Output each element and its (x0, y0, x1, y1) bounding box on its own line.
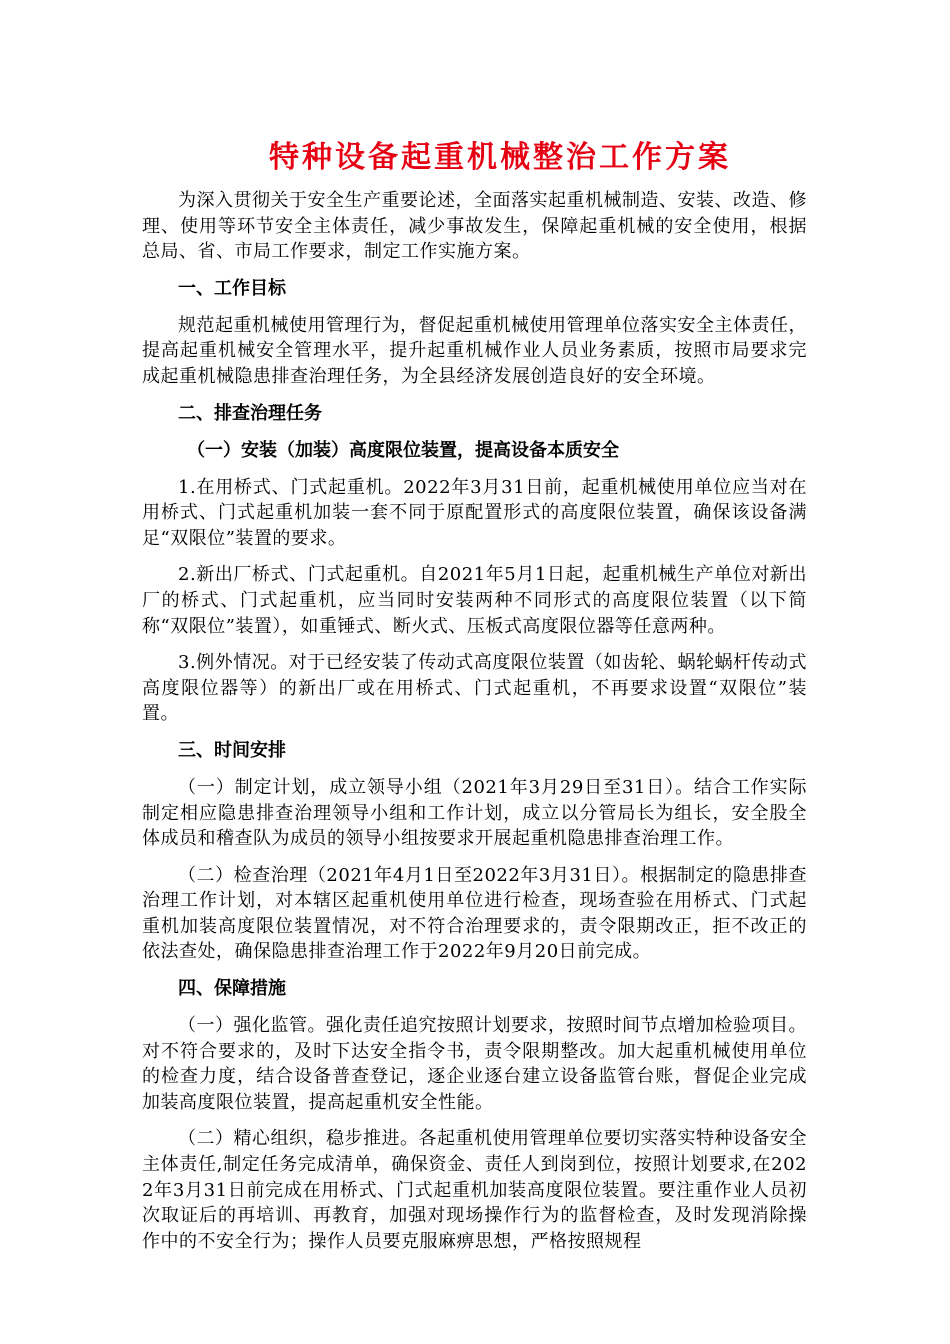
task-item-2: 2.新出厂桥式、门式起重机。自2021年5月1日起，起重机械生产单位对新出厂的桥式、门式起重机，应当同时安装两种不同形式的高度限位装置（以下简称“双限位”装置），如重锤式、断火式、压板式高度限位器等任意两种。 (142, 564, 807, 637)
task-item-3: 3.例外情况。对于已经安装了传动式高度限位装置（如齿轮、蜗轮蜗杆传动式高度限位器等）的新出厂或在用桥式、门式起重机，不再要求设置“双限位”装置。 (142, 652, 807, 725)
task-item-1: 1.在用桥式、门式起重机。2022年3月31日前，起重机械使用单位应当对在用桥式、门式起重机加装一套不同于原配置形式的高度限位装置，确保该设备满足“双限位”装置的要求。 (142, 476, 807, 549)
measure-item-1: （一）强化监管。强化责任追究按照计划要求，按照时间节点增加检验项目。对不符合要求的，及时下达安全指令书，责令限期整改。加大起重机械使用单位的检查力度，结合设备普查登记，逐企业逐台建立设备监管台账，督促企业完成加装高度限位装置，提高起重机安全性能。 (142, 1015, 807, 1113)
intro-paragraph: 为深入贯彻关于安全生产重要论述，全面落实起重机械制造、安装、改造、修理、使用等环节安全主体责任，减少事故发生，保障起重机械的安全使用，根据总局、省、市局工作要求，制定工作实施方案。 (142, 190, 807, 263)
section-heading-goals: 一、工作目标 (178, 277, 286, 299)
schedule-item-2: （二）检查治理（2021年4月1日至2022年3月31日）。根据制定的隐患排查治理工作计划，对本辖区起重机使用单位进行检查，现场查验在用桥式、门式起重机加装高度限位装置情况，对不符合治理要求的，责令限期改正，拒不改正的依法查处，确保隐患排查治理工作于2022年9月20日前完成。 (142, 864, 807, 963)
subsection-heading-limit-device: （一）安装（加装）高度限位装置，提高设备本质安全 (187, 439, 619, 461)
section-heading-measures: 四、保障措施 (178, 978, 286, 1000)
document-body (142, 188, 807, 1254)
section-heading-schedule: 三、时间安排 (178, 739, 286, 761)
measure-item-2: （二）精心组织，稳步推进。各起重机使用管理单位要切实落实特种设备安全主体责任,制定任务完成清单，确保资金、责任人到岗到位，按照计划要求,在2022年3月31日前完成在用桥式、门式起重机加装高度限位装置。要注重作业人员初次取证后的再培训、再教育，加强对现场操作行为的监督检查，及时发现消除操作中的不安全行为；操作人员要克服麻痹思想，严格按照规程 (142, 1128, 807, 1252)
section-heading-tasks: 二、排查治理任务 (178, 402, 322, 424)
goals-paragraph: 规范起重机械使用管理行为，督促起重机械使用管理单位落实安全主体责任，提高起重机械安全管理水平，提升起重机械作业人员业务素质，按照市局要求完成起重机械隐患排查治理任务，为全县经济发展创造良好的安全环境。 (142, 314, 807, 387)
schedule-item-1: （一）制定计划，成立领导小组（2021年3月29日至31日）。结合工作实际制定相应隐患排查治理领导小组和工作计划，成立以分管局长为组长，安全股全体成员和稽查队为成员的领导小组按要求开展起重机隐患排查治理工作。 (142, 776, 807, 850)
document-title: 特种设备起重机械整治工作方案 (269, 140, 731, 175)
